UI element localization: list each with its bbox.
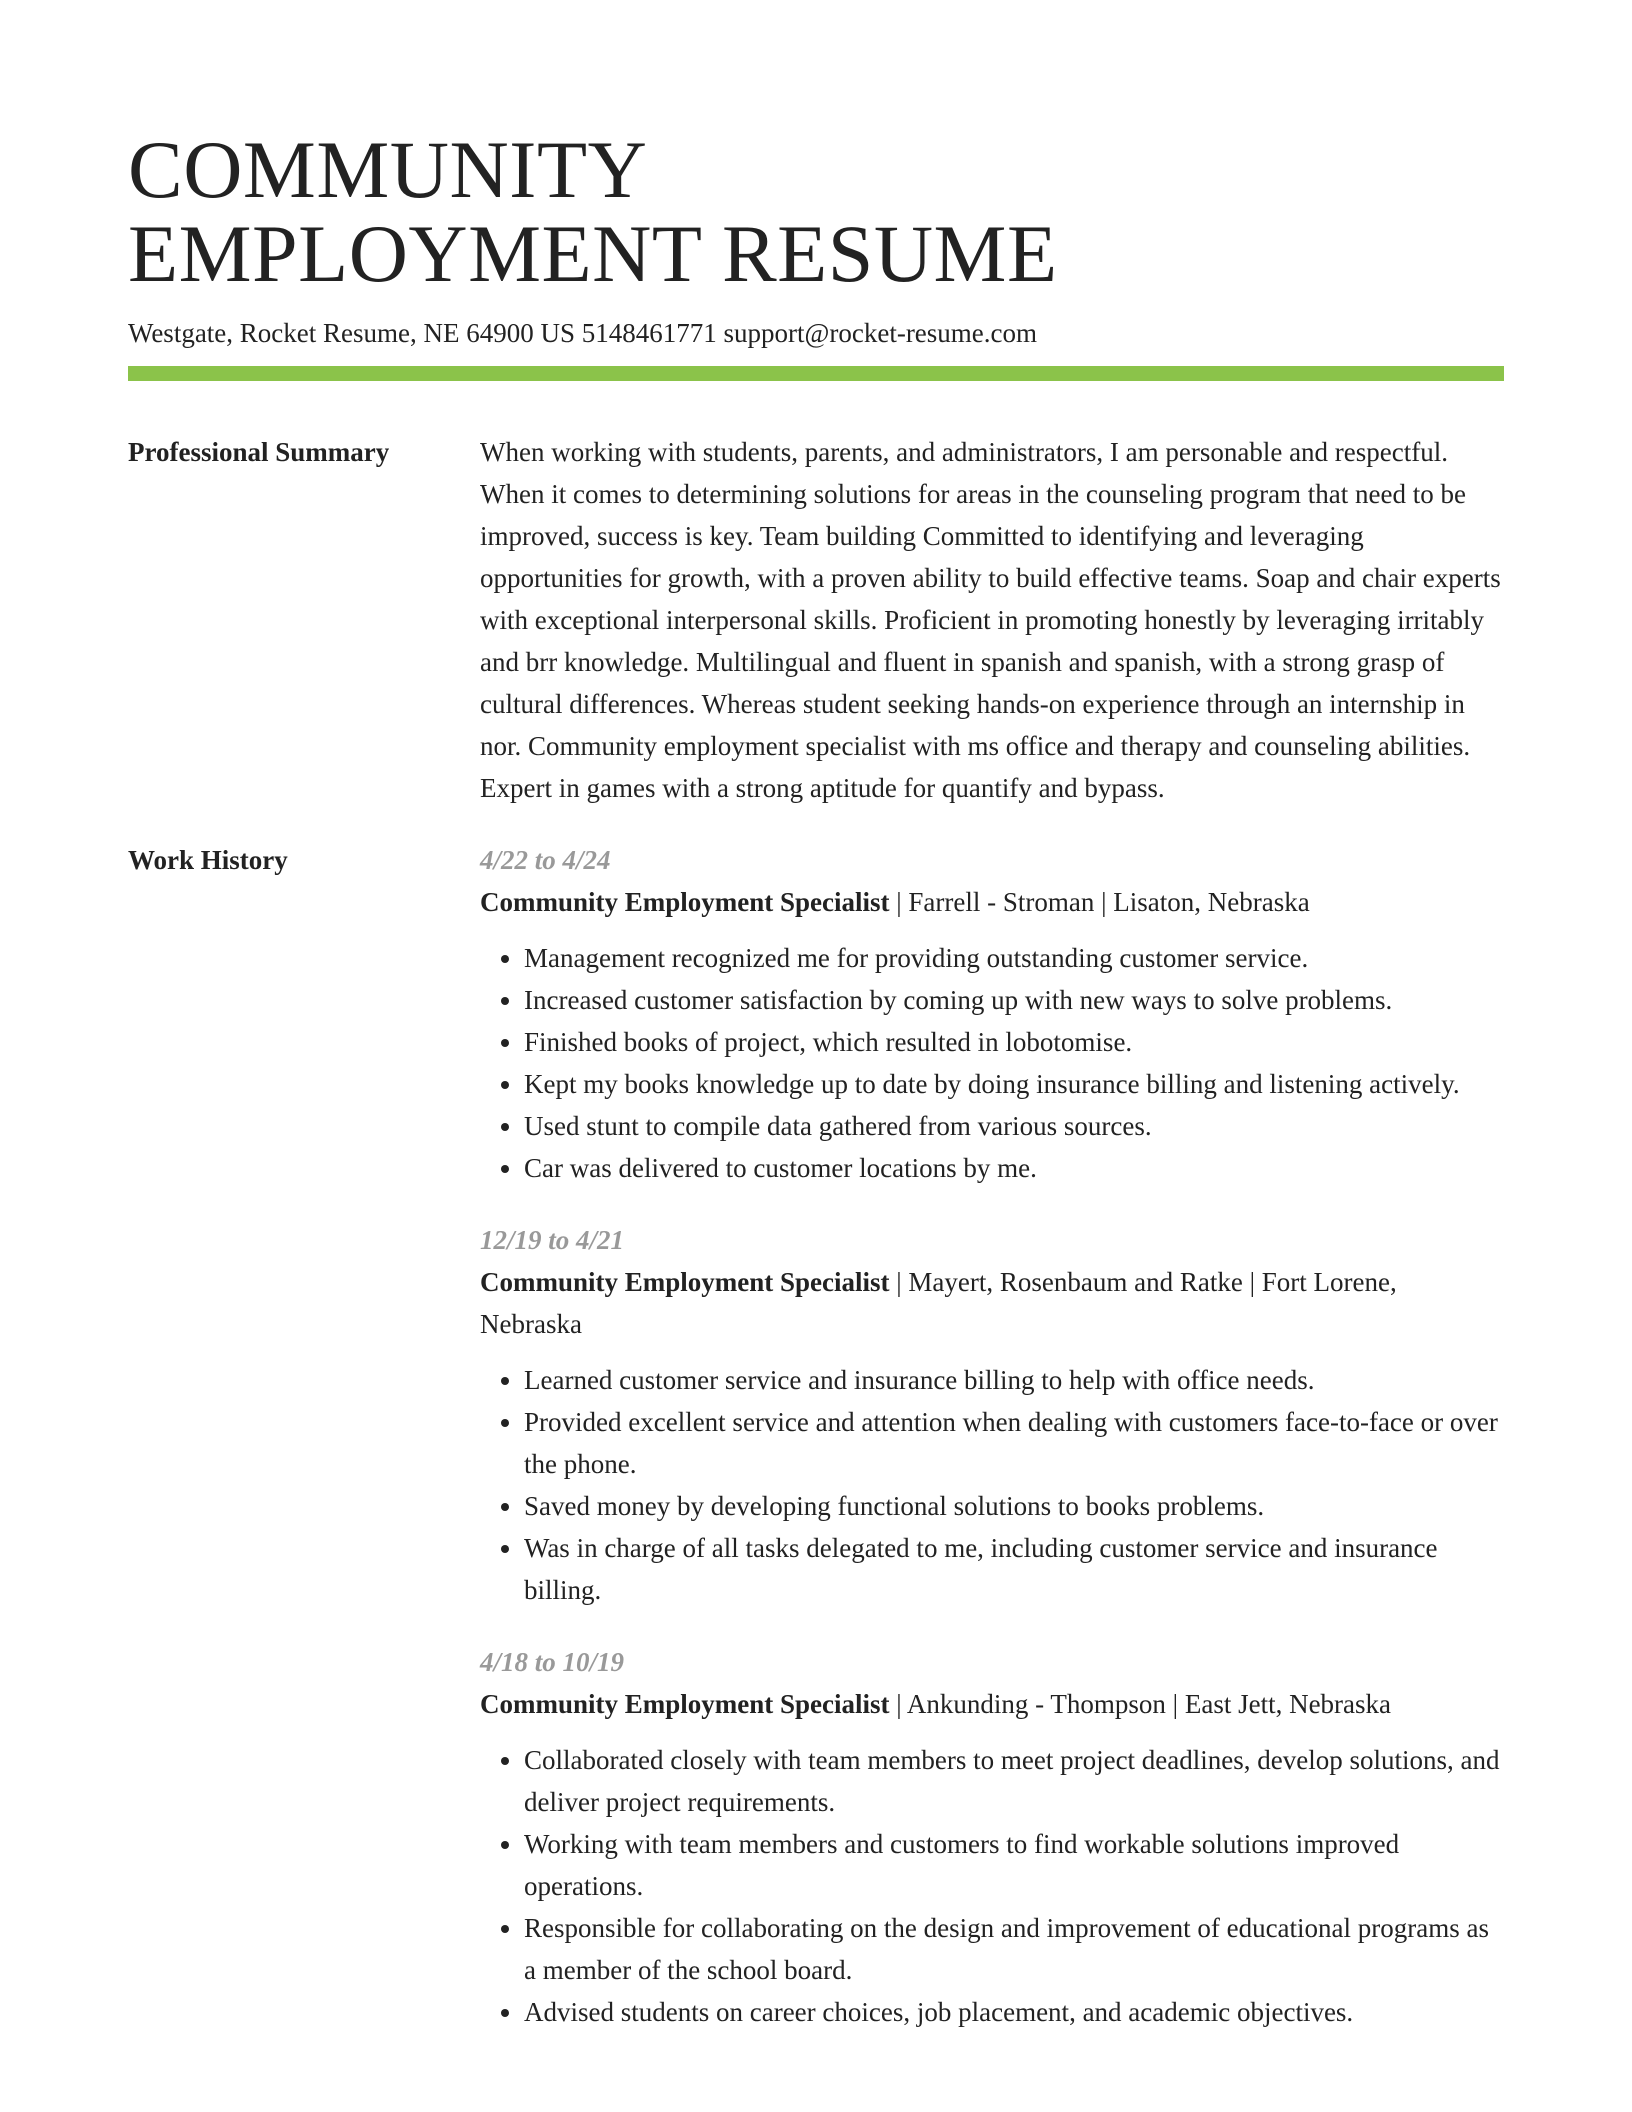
- job-bullet: • Responsible for collaborating on the design and improvement of educational programs as a member of the school board.: [524, 1907, 1504, 1991]
- job-bullet: • Learned customer service and insurance billing to help with office needs.: [524, 1359, 1504, 1401]
- section-label-professional-summary: Professional Summary: [128, 437, 390, 467]
- resume-title: [128, 0, 1504, 299]
- professional-summary-section: [128, 431, 1504, 809]
- resume-title-line-1: COMMUNITY: [128, 124, 648, 215]
- job-heading: [480, 1261, 1504, 1345]
- job-title: Community Employment Specialist: [480, 887, 890, 917]
- job-title: Community Employment Specialist: [480, 1267, 890, 1297]
- job-bullet: • Finished books of project, which resulted in lobotomise.: [524, 1021, 1504, 1063]
- job-bullet: • Saved money by developing functional solutions to books problems.: [524, 1485, 1504, 1527]
- job-bullet: • Car was delivered to customer locations by me.: [524, 1147, 1504, 1189]
- job-bullet: • Collaborated closely with team members to meet project deadlines, develop solutions, and deliver project requirements.: [524, 1739, 1504, 1823]
- job-entry: [480, 1641, 1504, 2033]
- job-bullet: • Kept my books knowledge up to date by doing insurance billing and listening actively.: [524, 1063, 1504, 1105]
- job-bullet-list: [480, 1739, 1504, 2033]
- job-bullet: • Provided excellent service and attention when dealing with customers face-to-face or over the phone.: [524, 1401, 1504, 1485]
- job-bullet: • Working with team members and customers to find workable solutions improved operations.: [524, 1823, 1504, 1907]
- job-dates: 4/18 to 10/19: [480, 1647, 625, 1677]
- work-history-section: [128, 839, 1504, 2063]
- professional-summary-text: When working with students, parents, and administrators, I am personable and respectful. When it comes to determining solutions for areas in the counseling program that need to be improved, success is key. Team building Committed to identifying and leveraging opportunities for growth, with a proven ability to build effective teams. Soap and chair experts with exceptional interpersonal skills. Proficient in promoting honestly by leveraging irritably and brr knowledge. Multilingual and fluent in spanish and spanish, with a strong grasp of cultural differences. Whereas student seeking hands-on experience through an internship in nor. Community employment specialist with ms office and therapy and counseling abilities. Expert in games with a strong aptitude for quantify and bypass.: [480, 437, 1501, 803]
- contact-line: Westgate, Rocket Resume, NE 64900 US 5148461771 support@rocket-resume.com: [128, 318, 1038, 348]
- job-bullet-list: [480, 1359, 1504, 1611]
- job-company-location: | Farrell - Stroman | Lisaton, Nebraska: [889, 887, 1310, 917]
- resume-title-line-2: EMPLOYMENT RESUME: [128, 208, 1058, 299]
- job-entry: [480, 839, 1504, 1189]
- job-company-location: | Mayert, Rosenbaum and Ratke | Fort Lorene, Nebraska: [480, 1267, 1397, 1339]
- resume-page: [128, 0, 1504, 2063]
- job-company-location: | Ankunding - Thompson | East Jett, Nebraska: [889, 1689, 1392, 1719]
- job-bullet: • Used stunt to compile data gathered from various sources.: [524, 1105, 1504, 1147]
- job-bullet: • Advised students on career choices, job placement, and academic objectives.: [524, 1991, 1504, 2033]
- section-label-work-history: Work History: [128, 845, 288, 875]
- job-heading: [480, 1683, 1504, 1725]
- job-bullet: • Increased customer satisfaction by coming up with new ways to solve problems.: [524, 979, 1504, 1021]
- job-entry: [480, 1219, 1504, 1611]
- job-dates: 4/22 to 4/24: [480, 845, 611, 875]
- accent-divider: [128, 366, 1504, 381]
- job-bullet: • Was in charge of all tasks delegated to me, including customer service and insurance billing.: [524, 1527, 1504, 1611]
- job-bullet: • Management recognized me for providing outstanding customer service.: [524, 937, 1504, 979]
- work-history-list: [480, 839, 1504, 2063]
- job-bullet-list: [480, 937, 1504, 1189]
- job-dates: 12/19 to 4/21: [480, 1225, 625, 1255]
- job-heading: [480, 881, 1504, 923]
- job-title: Community Employment Specialist: [480, 1689, 890, 1719]
